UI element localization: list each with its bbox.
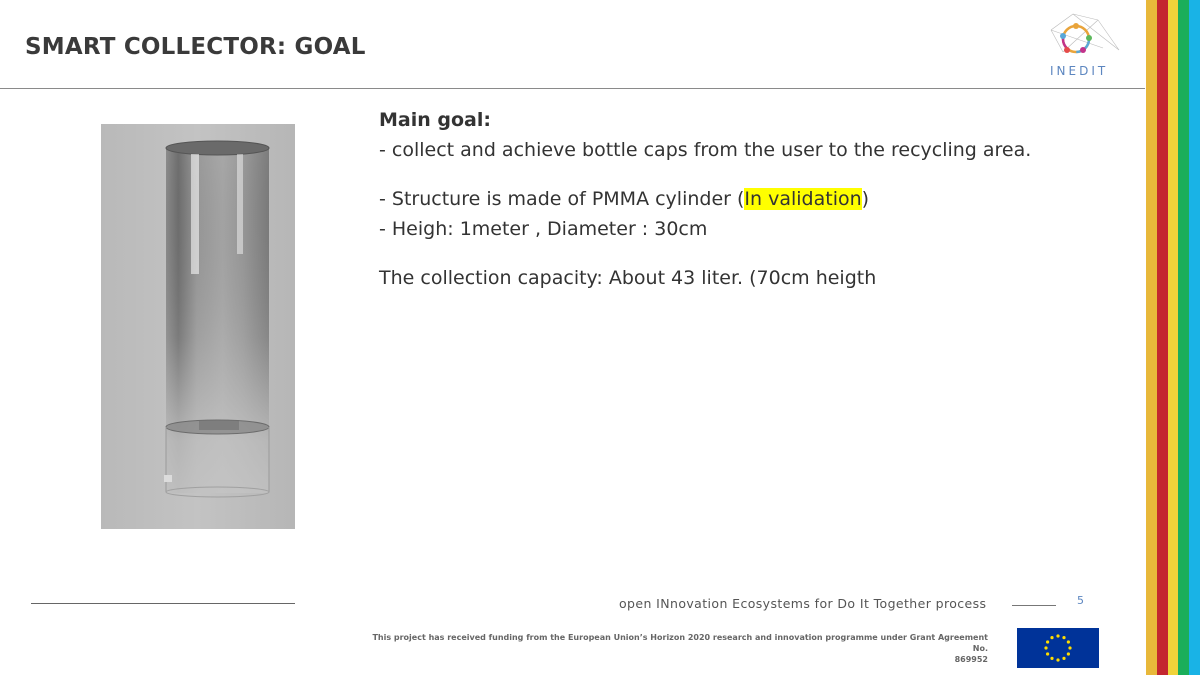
cylinder-render-image — [101, 124, 295, 529]
eu-star-icon — [1062, 657, 1065, 660]
eu-star-icon — [1056, 658, 1059, 661]
stripe-5 — [1189, 0, 1200, 675]
validation-highlight: In validation — [744, 188, 862, 210]
stripe-3 — [1168, 0, 1179, 675]
stripe-4 — [1178, 0, 1189, 675]
eu-star-icon — [1046, 640, 1049, 643]
decorative-color-stripes — [1146, 0, 1200, 675]
stripe-1 — [1146, 0, 1157, 675]
footer-divider-left — [31, 603, 295, 604]
title-divider — [0, 88, 1145, 89]
eu-flag-icon — [1017, 628, 1099, 668]
footer-divider-right — [1012, 605, 1056, 606]
eu-star-icon — [1050, 636, 1053, 639]
funding-line-2: 869952 — [954, 655, 988, 664]
dimensions-line: - Heigh: 1meter , Diameter : 30cm — [379, 218, 708, 240]
logo-wordmark: INEDIT — [1050, 64, 1109, 78]
stripe-2 — [1157, 0, 1168, 675]
pmma-cylinder-icon — [101, 124, 295, 529]
eu-star-icon — [1062, 636, 1065, 639]
main-goal-text: - collect and achieve bottle caps from the user to the recycling area. — [379, 139, 1032, 161]
funding-notice — [360, 632, 988, 665]
main-goal-heading: Main goal: — [379, 109, 491, 131]
structure-prefix: - Structure is made of PMMA cylinder ( — [379, 188, 745, 210]
footer-tagline: open INnovation Ecosystems for Do It Together process — [619, 596, 987, 611]
slide-title: SMART COLLECTOR: GOAL — [25, 34, 366, 60]
capacity-line: The collection capacity: About 43 liter. (70cm heigth — [379, 267, 877, 289]
structure-suffix: ) — [861, 188, 870, 210]
eu-star-icon — [1067, 640, 1070, 643]
eu-star-icon — [1067, 652, 1070, 655]
page-number: 5 — [1077, 594, 1084, 607]
eu-star-icon — [1046, 652, 1049, 655]
main-content — [379, 105, 1119, 293]
eu-star-icon — [1068, 646, 1071, 649]
eu-star-icon — [1044, 646, 1047, 649]
structure-line — [379, 184, 1119, 214]
funding-line-1: This project has received funding from the European Union’s Horizon 2020 research and innovation programme under Grant Agreement No. — [372, 633, 988, 653]
eu-star-icon — [1050, 657, 1053, 660]
eu-star-icon — [1056, 634, 1059, 637]
